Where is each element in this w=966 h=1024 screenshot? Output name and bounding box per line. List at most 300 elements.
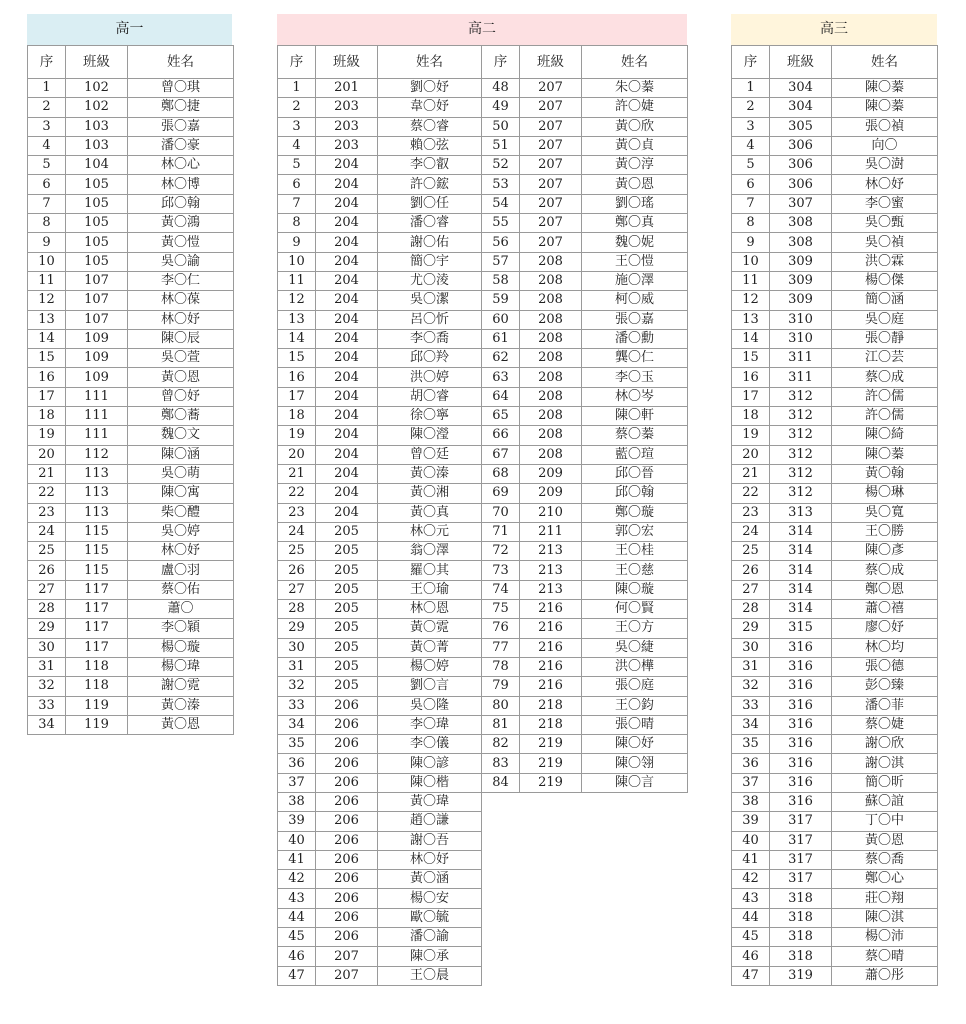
seq-cell: 45 xyxy=(278,928,316,947)
class-cell: 204 xyxy=(316,214,378,233)
class-cell: 208 xyxy=(520,407,582,426)
seq-cell: 30 xyxy=(278,638,316,657)
table-row xyxy=(28,271,234,290)
class-cell: 203 xyxy=(316,117,378,136)
class-cell: 207 xyxy=(520,136,582,155)
name-cell: 劉〇妤 xyxy=(378,79,482,98)
class-cell: 316 xyxy=(770,792,832,811)
name-cell: 許〇儒 xyxy=(832,387,938,406)
table-row xyxy=(278,966,688,985)
class-cell: 208 xyxy=(520,387,582,406)
seq-cell: 28 xyxy=(28,600,66,619)
table-row xyxy=(732,561,938,580)
seq-cell: 7 xyxy=(278,194,316,213)
class-cell: 312 xyxy=(770,407,832,426)
class-cell: 115 xyxy=(66,522,128,541)
class-cell: 316 xyxy=(770,715,832,734)
seq-cell: 16 xyxy=(732,368,770,387)
name-cell: 王〇愷 xyxy=(582,252,688,271)
grade2-table xyxy=(277,45,688,986)
name-cell: 李〇儀 xyxy=(378,735,482,754)
seq-cell: 34 xyxy=(278,715,316,734)
table-row xyxy=(732,349,938,368)
seq-cell: 31 xyxy=(28,657,66,676)
table-row xyxy=(278,792,688,811)
class-cell: 117 xyxy=(66,580,128,599)
name-cell: 黃〇愷 xyxy=(128,233,234,252)
table-row xyxy=(278,156,688,175)
name-cell: 丁〇中 xyxy=(832,812,938,831)
name-cell: 謝〇佑 xyxy=(378,233,482,252)
name-cell: 王〇晨 xyxy=(378,966,482,985)
seq-cell: 19 xyxy=(732,426,770,445)
table-row xyxy=(278,349,688,368)
class-cell: 317 xyxy=(770,812,832,831)
name-cell: 陳〇言 xyxy=(582,773,688,792)
table-row xyxy=(732,657,938,676)
seq-cell: 6 xyxy=(732,175,770,194)
name-cell: 蔡〇成 xyxy=(832,368,938,387)
class-cell: 112 xyxy=(66,445,128,464)
seq-cell: 83 xyxy=(482,754,520,773)
table-row xyxy=(278,445,688,464)
class-cell: 113 xyxy=(66,464,128,483)
table-row xyxy=(278,889,688,908)
class-cell: 213 xyxy=(520,561,582,580)
class-cell: 105 xyxy=(66,233,128,252)
class-cell: 219 xyxy=(520,754,582,773)
name-cell: 黃〇菁 xyxy=(378,638,482,657)
table-row xyxy=(278,310,688,329)
seq-cell: 42 xyxy=(278,870,316,889)
table-row xyxy=(732,503,938,522)
seq-cell: 14 xyxy=(278,329,316,348)
seq-cell: 35 xyxy=(732,735,770,754)
class-cell: 318 xyxy=(770,928,832,947)
name-cell: 陳〇翎 xyxy=(582,754,688,773)
seq-cell: 11 xyxy=(278,271,316,290)
class-cell: 304 xyxy=(770,79,832,98)
class-cell: 204 xyxy=(316,464,378,483)
name-cell: 陳〇彥 xyxy=(832,542,938,561)
table-row xyxy=(278,464,688,483)
table-row xyxy=(732,214,938,233)
name-cell: 陳〇淇 xyxy=(832,908,938,927)
seq-cell: 43 xyxy=(732,889,770,908)
seq-cell: 39 xyxy=(278,812,316,831)
name-cell: 林〇博 xyxy=(128,175,234,194)
name-cell: 楊〇璇 xyxy=(128,638,234,657)
table-row xyxy=(28,503,234,522)
seq-cell: 25 xyxy=(278,542,316,561)
name-cell: 邱〇翰 xyxy=(128,194,234,213)
name-cell: 黃〇恩 xyxy=(128,368,234,387)
class-cell: 204 xyxy=(316,407,378,426)
name-cell: 蕭〇禧 xyxy=(832,600,938,619)
class-cell: 316 xyxy=(770,638,832,657)
table-row xyxy=(28,214,234,233)
table-row xyxy=(732,889,938,908)
class-cell: 204 xyxy=(316,310,378,329)
seq-cell: 33 xyxy=(732,696,770,715)
class-cell: 216 xyxy=(520,619,582,638)
class-cell: 206 xyxy=(316,735,378,754)
name-cell: 鄭〇璇 xyxy=(582,503,688,522)
seq-cell: 48 xyxy=(482,79,520,98)
name-cell: 蔡〇婕 xyxy=(832,715,938,734)
name-cell: 楊〇瑋 xyxy=(128,657,234,676)
table-row xyxy=(732,542,938,561)
name-cell: 楊〇安 xyxy=(378,889,482,908)
class-cell: 316 xyxy=(770,754,832,773)
class-cell: 308 xyxy=(770,214,832,233)
class-cell: 201 xyxy=(316,79,378,98)
name-cell: 邱〇晉 xyxy=(582,464,688,483)
table-row xyxy=(278,600,688,619)
table-row xyxy=(278,754,688,773)
seq-cell: 39 xyxy=(732,812,770,831)
seq-cell: 32 xyxy=(732,677,770,696)
seq-cell: 4 xyxy=(28,136,66,155)
class-cell: 105 xyxy=(66,214,128,233)
name-cell: 張〇禎 xyxy=(832,117,938,136)
seq-cell: 21 xyxy=(732,464,770,483)
seq-cell: 18 xyxy=(732,407,770,426)
name-cell: 楊〇琳 xyxy=(832,484,938,503)
seq-cell: 44 xyxy=(278,908,316,927)
seq-cell: 52 xyxy=(482,156,520,175)
seq-cell: 46 xyxy=(278,947,316,966)
name-cell: 謝〇吾 xyxy=(378,831,482,850)
class-cell: 219 xyxy=(520,735,582,754)
seq-cell: 22 xyxy=(278,484,316,503)
name-cell: 王〇慈 xyxy=(582,561,688,580)
name-cell: 許〇婕 xyxy=(582,98,688,117)
col-name-header: 姓名 xyxy=(582,46,688,79)
table-row xyxy=(278,831,688,850)
table-row xyxy=(278,117,688,136)
seq-cell: 8 xyxy=(732,214,770,233)
seq-cell: 75 xyxy=(482,600,520,619)
table-row xyxy=(732,136,938,155)
class-cell: 109 xyxy=(66,368,128,387)
class-cell: 310 xyxy=(770,329,832,348)
name-cell: 廖〇妤 xyxy=(832,619,938,638)
name-cell: 林〇恩 xyxy=(378,600,482,619)
class-cell: 204 xyxy=(316,484,378,503)
name-cell: 胡〇睿 xyxy=(378,387,482,406)
name-cell: 黃〇恩 xyxy=(832,831,938,850)
table-row xyxy=(28,619,234,638)
table-row xyxy=(278,136,688,155)
name-cell: 黃〇真 xyxy=(378,503,482,522)
name-cell: 吳〇潔 xyxy=(378,291,482,310)
seq-cell: 56 xyxy=(482,233,520,252)
class-cell: 204 xyxy=(316,233,378,252)
table-row xyxy=(278,850,688,869)
table-row xyxy=(28,696,234,715)
name-cell: 林〇葆 xyxy=(128,291,234,310)
seq-cell: 1 xyxy=(28,79,66,98)
class-cell: 205 xyxy=(316,522,378,541)
table-row xyxy=(732,522,938,541)
name-cell: 蔡〇睿 xyxy=(378,117,482,136)
class-cell: 305 xyxy=(770,117,832,136)
class-cell: 105 xyxy=(66,252,128,271)
class-cell: 102 xyxy=(66,79,128,98)
name-cell: 陳〇蓁 xyxy=(832,79,938,98)
class-cell: 308 xyxy=(770,233,832,252)
seq-cell: 24 xyxy=(278,522,316,541)
seq-cell: 81 xyxy=(482,715,520,734)
seq-cell: 32 xyxy=(28,677,66,696)
grade1-header-row xyxy=(28,46,234,79)
name-cell: 吳〇萌 xyxy=(128,464,234,483)
col-class-header: 班級 xyxy=(770,46,832,79)
seq-cell: 16 xyxy=(278,368,316,387)
seq-cell: 74 xyxy=(482,580,520,599)
name-cell: 洪〇樺 xyxy=(582,657,688,676)
class-cell: 118 xyxy=(66,677,128,696)
class-cell: 204 xyxy=(316,387,378,406)
seq-cell: 3 xyxy=(28,117,66,136)
seq-cell: 34 xyxy=(732,715,770,734)
col-name-header: 姓名 xyxy=(832,46,938,79)
class-cell: 208 xyxy=(520,445,582,464)
table-row xyxy=(278,522,688,541)
seq-cell: 44 xyxy=(732,908,770,927)
name-cell: 曾〇琪 xyxy=(128,79,234,98)
class-cell: 204 xyxy=(316,156,378,175)
table-row xyxy=(28,329,234,348)
seq-cell: 30 xyxy=(28,638,66,657)
seq-cell: 53 xyxy=(482,175,520,194)
seq-cell: 17 xyxy=(732,387,770,406)
seq-cell: 63 xyxy=(482,368,520,387)
name-cell: 謝〇淇 xyxy=(832,754,938,773)
seq-cell: 38 xyxy=(278,792,316,811)
table-row xyxy=(278,928,688,947)
seq-cell: 37 xyxy=(732,773,770,792)
name-cell: 張〇庭 xyxy=(582,677,688,696)
table-row xyxy=(28,136,234,155)
seq-cell: 17 xyxy=(278,387,316,406)
table-row xyxy=(278,947,688,966)
class-cell: 216 xyxy=(520,638,582,657)
name-cell: 陳〇蓁 xyxy=(832,98,938,117)
table-row xyxy=(278,407,688,426)
name-cell: 黃〇霓 xyxy=(378,619,482,638)
name-cell: 潘〇勳 xyxy=(582,329,688,348)
class-cell: 205 xyxy=(316,657,378,676)
table-row xyxy=(732,426,938,445)
class-cell: 207 xyxy=(316,966,378,985)
table-row xyxy=(28,542,234,561)
seq-cell: 6 xyxy=(278,175,316,194)
table-row xyxy=(732,715,938,734)
name-cell: 朱〇蓁 xyxy=(582,79,688,98)
seq-cell: 13 xyxy=(278,310,316,329)
class-cell: 203 xyxy=(316,98,378,117)
seq-cell: 64 xyxy=(482,387,520,406)
seq-cell: 20 xyxy=(732,445,770,464)
class-cell: 209 xyxy=(520,464,582,483)
name-cell: 陳〇寓 xyxy=(128,484,234,503)
seq-cell: 20 xyxy=(278,445,316,464)
table-row xyxy=(28,79,234,98)
name-cell: 簡〇宇 xyxy=(378,252,482,271)
table-row xyxy=(28,580,234,599)
table-row xyxy=(28,156,234,175)
table-row xyxy=(732,407,938,426)
table-row xyxy=(28,407,234,426)
name-cell: 林〇元 xyxy=(378,522,482,541)
name-cell: 曾〇妤 xyxy=(128,387,234,406)
seq-cell: 9 xyxy=(732,233,770,252)
table-row xyxy=(732,445,938,464)
seq-cell: 4 xyxy=(278,136,316,155)
name-cell: 林〇妤 xyxy=(378,850,482,869)
class-cell: 318 xyxy=(770,889,832,908)
name-cell: 黃〇涵 xyxy=(378,870,482,889)
seq-cell: 29 xyxy=(732,619,770,638)
class-cell: 206 xyxy=(316,870,378,889)
name-cell: 劉〇言 xyxy=(378,677,482,696)
name-cell: 鄭〇蕎 xyxy=(128,407,234,426)
name-cell: 陳〇諺 xyxy=(378,754,482,773)
name-cell: 謝〇霓 xyxy=(128,677,234,696)
table-row xyxy=(28,233,234,252)
table-row xyxy=(278,79,688,98)
class-cell: 213 xyxy=(520,542,582,561)
col-class-header: 班級 xyxy=(66,46,128,79)
grade3-header-row xyxy=(732,46,938,79)
class-cell: 206 xyxy=(316,754,378,773)
name-cell: 郭〇宏 xyxy=(582,522,688,541)
class-cell: 309 xyxy=(770,271,832,290)
class-cell: 211 xyxy=(520,522,582,541)
seq-cell: 84 xyxy=(482,773,520,792)
name-cell: 李〇玉 xyxy=(582,368,688,387)
class-cell: 111 xyxy=(66,407,128,426)
table-row xyxy=(28,194,234,213)
class-cell: 219 xyxy=(520,773,582,792)
class-cell: 316 xyxy=(770,657,832,676)
name-cell: 張〇晴 xyxy=(582,715,688,734)
table-row xyxy=(732,387,938,406)
class-cell: 102 xyxy=(66,98,128,117)
seq-cell: 66 xyxy=(482,426,520,445)
grade2-title: 高二 xyxy=(277,14,687,45)
name-cell: 藍〇瑄 xyxy=(582,445,688,464)
table-row xyxy=(732,966,938,985)
name-cell: 吳〇萱 xyxy=(128,349,234,368)
class-cell: 306 xyxy=(770,136,832,155)
name-cell: 王〇鈞 xyxy=(582,696,688,715)
class-cell: 117 xyxy=(66,638,128,657)
seq-cell: 30 xyxy=(732,638,770,657)
class-cell: 216 xyxy=(520,600,582,619)
table-row xyxy=(732,175,938,194)
name-cell: 施〇澤 xyxy=(582,271,688,290)
class-cell: 206 xyxy=(316,715,378,734)
seq-cell: 80 xyxy=(482,696,520,715)
name-cell: 李〇叡 xyxy=(378,156,482,175)
class-cell: 207 xyxy=(520,98,582,117)
class-cell: 207 xyxy=(520,156,582,175)
class-cell: 312 xyxy=(770,387,832,406)
class-cell: 316 xyxy=(770,677,832,696)
table-row xyxy=(732,329,938,348)
class-cell: 206 xyxy=(316,773,378,792)
name-cell: 莊〇翔 xyxy=(832,889,938,908)
table-row xyxy=(278,329,688,348)
class-cell: 318 xyxy=(770,947,832,966)
name-cell: 羅〇其 xyxy=(378,561,482,580)
table-row xyxy=(278,503,688,522)
class-cell: 207 xyxy=(520,117,582,136)
class-cell: 204 xyxy=(316,252,378,271)
name-cell: 吳〇禎 xyxy=(832,233,938,252)
table-row xyxy=(732,908,938,927)
table-row xyxy=(732,271,938,290)
seq-cell: 23 xyxy=(28,503,66,522)
grade1-table xyxy=(27,45,234,735)
name-cell: 李〇仁 xyxy=(128,271,234,290)
table-row xyxy=(28,464,234,483)
seq-cell: 9 xyxy=(28,233,66,252)
name-cell: 蘇〇誼 xyxy=(832,792,938,811)
table-row xyxy=(278,696,688,715)
class-cell: 314 xyxy=(770,522,832,541)
name-cell: 洪〇婷 xyxy=(378,368,482,387)
class-cell: 115 xyxy=(66,561,128,580)
seq-cell: 41 xyxy=(732,850,770,869)
class-cell: 207 xyxy=(520,194,582,213)
class-cell: 109 xyxy=(66,349,128,368)
class-cell: 206 xyxy=(316,908,378,927)
col-seq-header: 序 xyxy=(28,46,66,79)
seq-cell: 24 xyxy=(732,522,770,541)
seq-cell: 78 xyxy=(482,657,520,676)
class-cell: 208 xyxy=(520,368,582,387)
name-cell: 蔡〇成 xyxy=(832,561,938,580)
seq-cell: 5 xyxy=(28,156,66,175)
class-cell: 105 xyxy=(66,175,128,194)
name-cell: 彭〇臻 xyxy=(832,677,938,696)
class-cell: 309 xyxy=(770,291,832,310)
class-cell: 204 xyxy=(316,445,378,464)
table-row xyxy=(28,715,234,734)
table-row xyxy=(28,349,234,368)
table-row xyxy=(278,580,688,599)
seq-cell: 5 xyxy=(732,156,770,175)
seq-cell: 43 xyxy=(278,889,316,908)
class-cell: 314 xyxy=(770,600,832,619)
class-cell: 204 xyxy=(316,349,378,368)
class-cell: 104 xyxy=(66,156,128,175)
name-cell: 劉〇任 xyxy=(378,194,482,213)
seq-cell: 10 xyxy=(28,252,66,271)
name-cell: 吳〇庭 xyxy=(832,310,938,329)
class-cell: 304 xyxy=(770,98,832,117)
name-cell: 李〇穎 xyxy=(128,619,234,638)
name-cell: 林〇岑 xyxy=(582,387,688,406)
seq-cell: 2 xyxy=(278,98,316,117)
class-cell: 218 xyxy=(520,715,582,734)
table-row xyxy=(732,252,938,271)
col-name-header: 姓名 xyxy=(128,46,234,79)
